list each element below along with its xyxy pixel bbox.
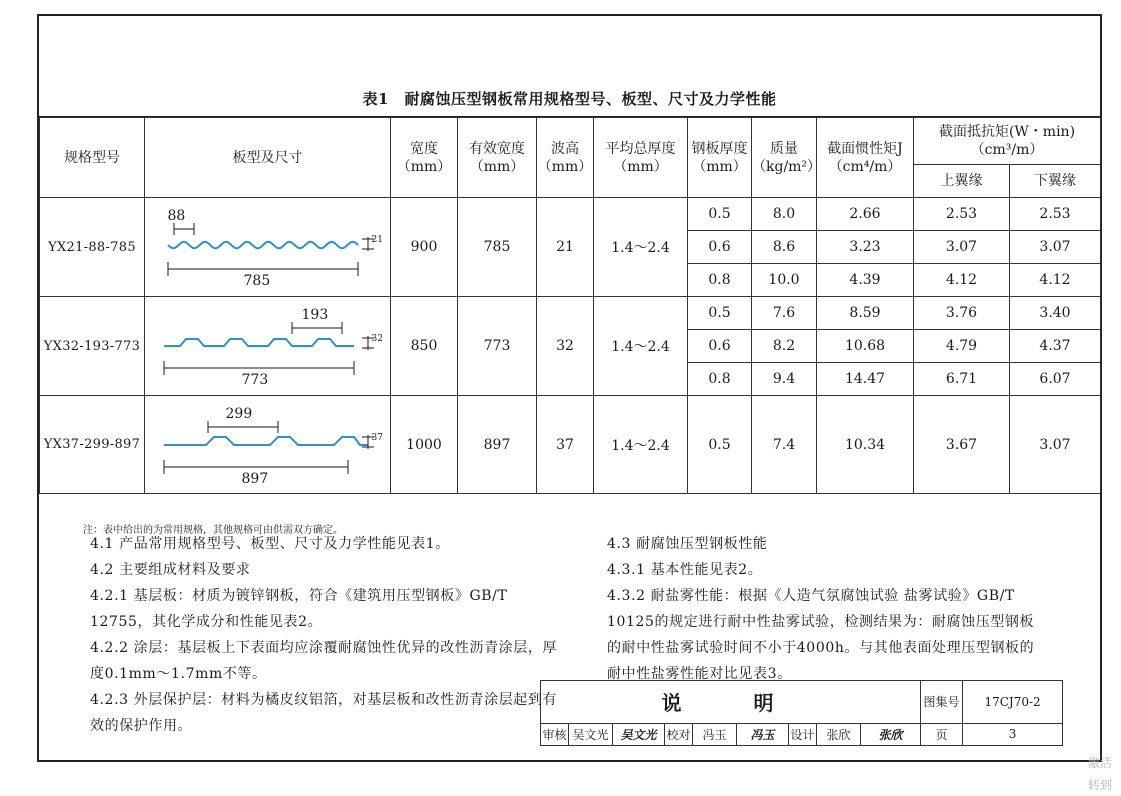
checker-signature: 冯玉 [737,723,789,745]
model-code: YX32-193-773 [40,297,145,396]
para-4-1: 4.1 产品常用规格型号、板型、尺寸及力学性能见表1。 [90,536,450,552]
dimension-height-label: 37 [371,432,383,443]
reviewer-signature: 吴文光 [613,723,665,745]
dimension-height-label: 32 [371,334,383,344]
watermark-line-2: 转到 [1088,778,1113,792]
profile-line [164,437,368,445]
width-value: 900 [391,198,458,297]
mass-value: 8.0 [752,198,817,231]
steel-thickness-value: 0.8 [688,363,752,396]
mass-value: 10.0 [752,264,817,297]
inertia-value: 3.23 [817,231,914,264]
avg-thickness-value: 1.4～2.4 [594,297,688,396]
steel-thickness-value: 0.6 [688,330,752,363]
lower-flange-value: 4.12 [1010,264,1101,297]
avg-thickness-value: 1.4～2.4 [594,198,688,297]
inertia-value: 10.68 [817,330,914,363]
header-mass: 质量 （kg/m²） [752,118,817,198]
lower-flange-value: 3.07 [1010,396,1101,494]
wave-height-value: 32 [537,297,594,396]
para-4-2-1: 4.2.1 基层板：材质为镀锌钢板，符合《建筑用压型钢板》GB/T 12755，其化学成分和性能见表2。 [90,588,508,630]
profile-figure [146,397,390,493]
reviewer-name: 吴文光 [569,723,613,745]
profile-figure [146,199,390,295]
atlas-number: 17CJ70-2 [963,681,1063,724]
effective-width-value: 785 [458,198,537,297]
inertia-value: 10.34 [817,396,914,494]
activation-watermark [1088,752,1112,796]
profile-line [164,339,354,346]
upper-flange-value: 3.07 [914,231,1010,264]
checker-name: 冯玉 [693,723,737,745]
lower-flange-value: 2.53 [1010,198,1101,231]
table-row [40,297,1101,330]
para-4-3: 4.3 耐腐蚀压型钢板性能 [607,536,768,552]
upper-flange-value: 6.71 [914,363,1010,396]
para-4-3-1: 4.3.1 基本性能见表2。 [607,562,763,578]
profile-line [168,242,358,248]
para-4-3-2: 4.3.2 耐盐雾性能：根据《人造气氛腐蚀试验 盐雾试验》GB/T 10125的规定进行耐中性盐雾试验，检测结果为：耐腐蚀压型钢板的耐中性盐雾试验时间不小于4000h。与其他表面处理压型钢板的耐中性盐雾性能对比见表3。 [607,588,1035,682]
inertia-value: 4.39 [817,264,914,297]
left-text-column [90,531,560,739]
drawing-name: 说 明 [541,681,921,724]
effective-width-value: 897 [458,396,537,494]
lower-flange-value: 3.07 [1010,231,1101,264]
header-section-modulus: 截面抵抗矩(W・min) （cm³/m） [914,118,1101,165]
table-row [40,198,1101,231]
inertia-value: 2.66 [817,198,914,231]
profile-figure [146,298,390,394]
profile-cell [145,396,391,494]
mass-value: 7.4 [752,396,817,494]
steel-thickness-value: 0.5 [688,297,752,330]
model-code: YX21-88-785 [40,198,145,297]
upper-flange-value: 2.53 [914,198,1010,231]
dimension-width-label: 897 [241,470,269,487]
mass-value: 7.6 [752,297,817,330]
dimension-height-label: 21 [371,235,383,245]
profile-cell [145,297,391,396]
review-label: 审核 [541,723,569,745]
header-model: 规格型号 [40,118,145,198]
header-avg-thickness: 平均总厚度 （mm） [594,118,688,198]
wave-height-value: 37 [537,396,594,494]
inertia-value: 14.47 [817,363,914,396]
profile-cell [145,198,391,297]
header-lower-flange: 下翼缘 [1010,165,1101,198]
steel-thickness-value: 0.8 [688,264,752,297]
lower-flange-value: 6.07 [1010,363,1101,396]
dimension-pitch-label: 299 [225,405,253,422]
lower-flange-value: 3.40 [1010,297,1101,330]
para-4-2: 4.2 主要组成材料及要求 [90,562,251,578]
dimension-pitch-label: 193 [301,307,329,323]
upper-flange-value: 4.79 [914,330,1010,363]
header-profile: 板型及尺寸 [145,118,391,198]
watermark-line-1: 激活 [1088,756,1113,770]
header-steel-thickness: 钢板厚度 （mm） [688,118,752,198]
upper-flange-value: 4.12 [914,264,1010,297]
width-value: 1000 [391,396,458,494]
steel-thickness-value: 0.5 [688,198,752,231]
upper-flange-value: 3.67 [914,396,1010,494]
page-number: 3 [963,723,1063,745]
designer-signature: 张欣 [861,723,921,745]
page-label: 页 [921,723,963,745]
steel-thickness-value: 0.6 [688,231,752,264]
designer-name: 张欣 [817,723,861,745]
effective-width-value: 773 [458,297,537,396]
upper-flange-value: 3.76 [914,297,1010,330]
dimension-width-label: 785 [243,273,271,289]
inertia-value: 8.59 [817,297,914,330]
title-block [540,680,1062,746]
design-label: 设计 [789,723,817,745]
table-row [40,396,1101,494]
mass-value: 8.2 [752,330,817,363]
spec-table [39,117,1101,494]
mass-value: 8.6 [752,231,817,264]
table-note: 注：表中给出的为常用规格，其他规格可由供需双方确定。 [83,525,343,536]
para-4-2-3: 4.2.3 外层保护层：材料为橘皮纹铝箔，对基层板和改性沥青涂层起到有效的保护作用。 [90,692,558,734]
avg-thickness-value: 1.4～2.4 [594,396,688,494]
header-wave: 波高 （mm） [537,118,594,198]
header-inertia: 截面惯性矩J （cm⁴/m） [817,118,914,198]
para-4-2-2: 4.2.2 涂层：基层板上下表面均应涂覆耐腐蚀性优异的改性沥青涂层，厚度0.1mm～1.7mm不等。 [90,640,558,682]
model-code: YX37-299-897 [40,396,145,494]
mass-value: 9.4 [752,363,817,396]
check-label: 校对 [665,723,693,745]
lower-flange-value: 4.37 [1010,330,1101,363]
width-value: 850 [391,297,458,396]
atlas-label: 图集号 [921,681,963,724]
dimension-pitch-label: 88 [167,208,186,224]
wave-height-value: 21 [537,198,594,297]
header-upper-flange: 上翼缘 [914,165,1010,198]
dimension-width-label: 773 [241,372,269,388]
steel-thickness-value: 0.5 [688,396,752,494]
header-width: 宽度 （mm） [391,118,458,198]
right-text-column [607,531,1047,687]
header-eff-width: 有效宽度 （mm） [458,118,537,198]
table-title: 表1 耐腐蚀压型钢板常用规格型号、板型、尺寸及力学性能 [362,90,777,108]
